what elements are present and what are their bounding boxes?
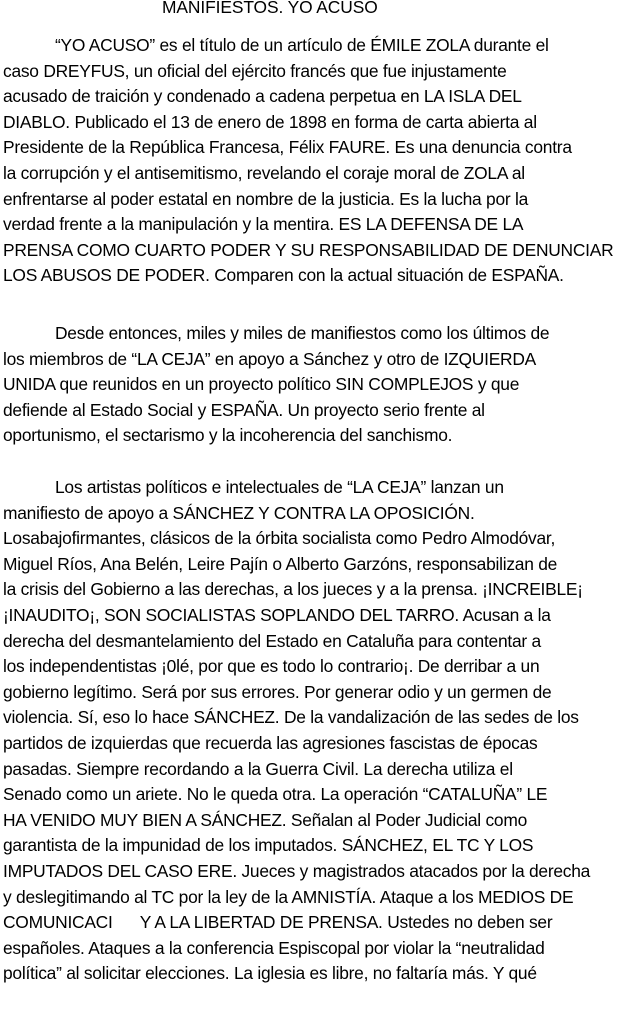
text-line: los independentistas ¡0lé, por que es todo lo contrario¡. De derribar a un — [3, 656, 540, 677]
text-line: enfrentarse al poder estatal en nombre de la justicia. Es la lucha por la — [3, 188, 529, 209]
paragraph-yo-acuso — [3, 33, 633, 289]
text-line: oportunismo, el sectarismo y la incoherencia del sanchismo. — [3, 425, 453, 446]
text-line: PRENSA COMO CUARTO PODER Y SU RESPONSABILIDAD DE DENUNCIAR — [3, 239, 614, 260]
text-line: COMUNICACI Y A LA LIBERTAD DE PRENSA. Ustedes no deben ser — [3, 912, 553, 933]
text-line: ¡INAUDITO¡, SON SOCIALISTAS SOPLANDO DEL TARRO. Acusan a la — [3, 604, 551, 625]
text-line: Losabajofirmantes, clásicos de la órbita socialista como Pedro Almodóvar, — [3, 528, 556, 549]
text-line: pasadas. Siempre recordando a la Guerra Civil. La derecha utiliza el — [3, 758, 513, 779]
text-line: y deslegitimando al TC por la ley de la AMNISTÍA. Ataque a los MEDIOS DE — [3, 886, 574, 907]
text-line: UNIDA que reunidos en un proyecto político SIN COMPLEJOS y que — [3, 374, 520, 395]
text-line: verdad frente a la manipulación y la mentira. ES LA DEFENSA DE LA — [3, 214, 524, 235]
text-line: HA VENIDO MUY BIEN A SÁNCHEZ. Señalan al Poder Judicial como — [3, 809, 528, 830]
text-line: manifiesto de apoyo a SÁNCHEZ Y CONTRA LA OPOSICIÓN. — [3, 502, 475, 523]
text-line: derecha del desmantelamiento del Estado en Cataluña para contentar a — [3, 630, 541, 651]
text-line: IMPUTADOS DEL CASO ERE. Jueces y magistrados atacados por la derecha — [3, 860, 591, 881]
text-line: partidos de izquierdas que recuerda las agresiones fascistas de épocas — [3, 732, 538, 753]
text-line: defiende al Estado Social y ESPAÑA. Un proyecto serio frente al — [3, 399, 485, 420]
text-line: la crisis del Gobierno a las derechas, a los jueces y a la prensa. ¡INCREIBLE¡ — [3, 579, 583, 600]
text-line: Presidente de la República Francesa, Félix FAURE. Es una denuncia contra — [3, 137, 572, 158]
text-line: “YO ACUSO” es el título de un artículo de ÉMILE ZOLA durante el — [55, 35, 549, 55]
text-line: acusado de traición y condenado a cadena perpetua en LA ISLA DEL — [3, 86, 522, 107]
text-line: españoles. Ataques a la conferencia Espiscopal por violar la “neutralidad — [3, 937, 545, 958]
text-line: Desde entonces, miles y miles de manifiestos como los últimos de — [55, 323, 550, 343]
text-line: violencia. Sí, eso lo hace SÁNCHEZ. De la vandalización de las sedes de los — [3, 707, 579, 728]
text-line: DIABLO. Publicado el 13 de enero de 1898 en forma de carta abierta al — [3, 111, 537, 132]
text-line: la corrupción y el antisemitismo, revelando el coraje moral de ZOLA al — [3, 162, 525, 183]
document-title: MANIFIESTOS. YO ACUSO — [162, 0, 378, 17]
text-line: garantista de la impunidad de los imputados. SÁNCHEZ, EL TC Y LOS — [3, 835, 534, 856]
text-line: política” al solicitar elecciones. La iglesia es libre, no faltaría más. Y qué — [3, 963, 537, 984]
text-line: Miguel Ríos, Ana Belén, Leire Pajín o Alberto Garzóns, responsabilizan de — [3, 553, 558, 574]
text-line: gobierno legítimo. Será por sus errores. Por generar odio y un germen de — [3, 681, 552, 702]
paragraph-la-ceja — [3, 475, 633, 987]
text-line: LOS ABUSOS DE PODER. Comparen con la actual situación de ESPAÑA. — [3, 265, 564, 286]
text-line: los miembros de “LA CEJA” en apoyo a Sánchez y otro de IZQUIERDA — [3, 348, 537, 369]
text-line: Los artistas políticos e intelectuales de “LA CEJA” lanzan un — [55, 477, 504, 497]
paragraph-manifiestos — [3, 321, 633, 449]
text-line: caso DREYFUS, un oficial del ejército francés que fue injustamente — [3, 60, 507, 81]
text-line: Senado como un ariete. No le queda otra. La operación “CATALUÑA” LE — [3, 784, 548, 805]
